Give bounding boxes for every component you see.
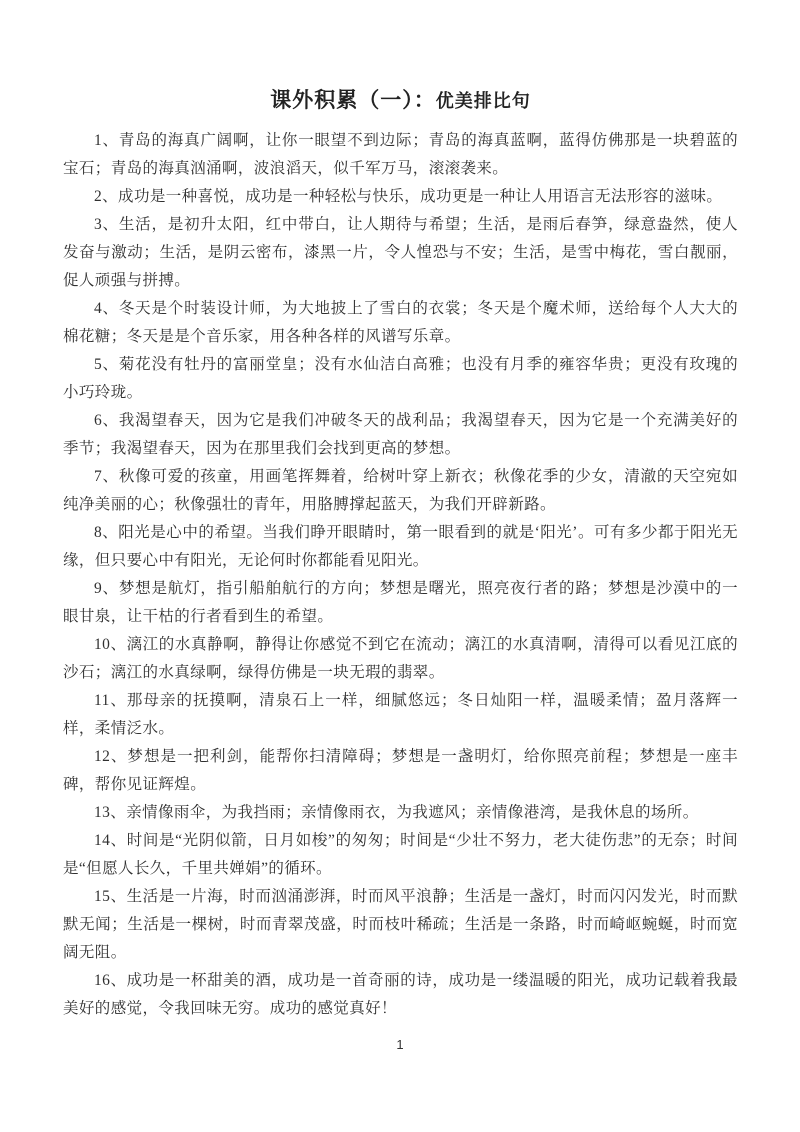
paragraph-item-11: 11、那母亲的抚摸啊，清泉石上一样，细腻悠远；冬日灿阳一样，温暖柔情；盈月落辉一样，柔情泛水。 [63,692,738,737]
paragraph-item-9: 9、梦想是航灯，指引船舶航行的方向；梦想是曙光，照亮夜行者的路；梦想是沙漠中的一眼甘泉，让干枯的行者看到生的希望。 [63,580,738,625]
page-title-main: 课外积累（一）： [270,88,436,112]
paragraph-item-3: 3、生活，是初升太阳，红中带白，让人期待与希望；生活，是雨后春笋，绿意盎然，使人发奋与激动；生活，是阴云密布，漆黑一片，令人惶恐与不安；生活，是雪中梅花，雪白靓丽，促人顽强与拼搏。 [63,216,738,289]
paragraph-item-14: 14、时间是“光阴似箭，日月如梭”的匆匆；时间是“少壮不努力，老大徒伤悲”的无奈；时间是“但愿人长久，千里共婵娟”的循环。 [63,832,738,877]
paragraph-item-2: 2、成功是一种喜悦，成功是一种轻松与快乐，成功更是一种让人用语言无法形容的滋味。 [94,188,723,205]
paragraph-item-4: 4、冬天是个时装设计师，为大地披上了雪白的衣裳；冬天是个魔术师，送给每个人大大的棉花糖；冬天是是个音乐家，用各种各样的风谱写乐章。 [63,300,738,345]
paragraph-item-10: 10、漓江的水真静啊，静得让你感觉不到它在流动；漓江的水真清啊，清得可以看见江底的沙石；漓江的水真绿啊，绿得仿佛是一块无瑕的翡翠。 [63,636,738,681]
page-title-sub: 优美排比句 [435,91,531,111]
paragraph-item-7: 7、秋像可爱的孩童，用画笔挥舞着，给树叶穿上新衣；秋像花季的少女，清澈的天空宛如纯净美丽的心；秋像强壮的青年，用胳膊撑起蓝天，为我们开辟新路。 [63,468,738,513]
page-number: 1 [396,1037,404,1052]
paragraph-item-6: 6、我渴望春天，因为它是我们冲破冬天的战利品；我渴望春天，因为它是一个充满美好的季节；我渴望春天，因为在那里我们会找到更高的梦想。 [63,412,738,457]
paragraph-item-5: 5、菊花没有牡丹的富丽堂皇；没有水仙洁白高雅；也没有月季的雍容华贵；更没有玫瑰的小巧玲珑。 [63,356,738,401]
paragraph-list [63,127,738,1023]
paragraph-item-12: 12、梦想是一把利剑，能帮你扫清障碍；梦想是一盏明灯，给你照亮前程；梦想是一座丰碑，帮你见证辉煌。 [63,748,738,793]
page-title [63,78,738,115]
paragraph-item-16: 16、成功是一杯甜美的酒，成功是一首奇丽的诗，成功是一缕温暖的阳光，成功记载着我最美好的感觉，令我回味无穷。成功的感觉真好！ [63,972,738,1017]
paragraph-item-15: 15、生活是一片海，时而汹涌澎湃，时而风平浪静；生活是一盏灯，时而闪闪发光，时而默默无闻；生活是一棵树，时而青翠茂盛，时而枝叶稀疏；生活是一条路，时而崎岖蜿蜒，时而宽阔无阻。 [63,888,738,961]
document-content [63,78,738,1023]
paragraph-item-13: 13、亲情像雨伞，为我挡雨；亲情像雨衣，为我遮风；亲情像港湾，是我休息的场所。 [94,804,699,821]
paragraph-item-1: 1、青岛的海真广阔啊，让你一眼望不到边际；青岛的海真蓝啊，蓝得仿佛那是一块碧蓝的宝石；青岛的海真汹涌啊，波浪滔天，似千军万马，滚滚袭来。 [63,132,738,177]
paragraph-item-8: 8、阳光是心中的希望。当我们睁开眼睛时，第一眼看到的就是‘阳光’。可有多少都于阳光无缘，但只要心中有阳光，无论何时你都能看见阳光。 [63,524,738,569]
